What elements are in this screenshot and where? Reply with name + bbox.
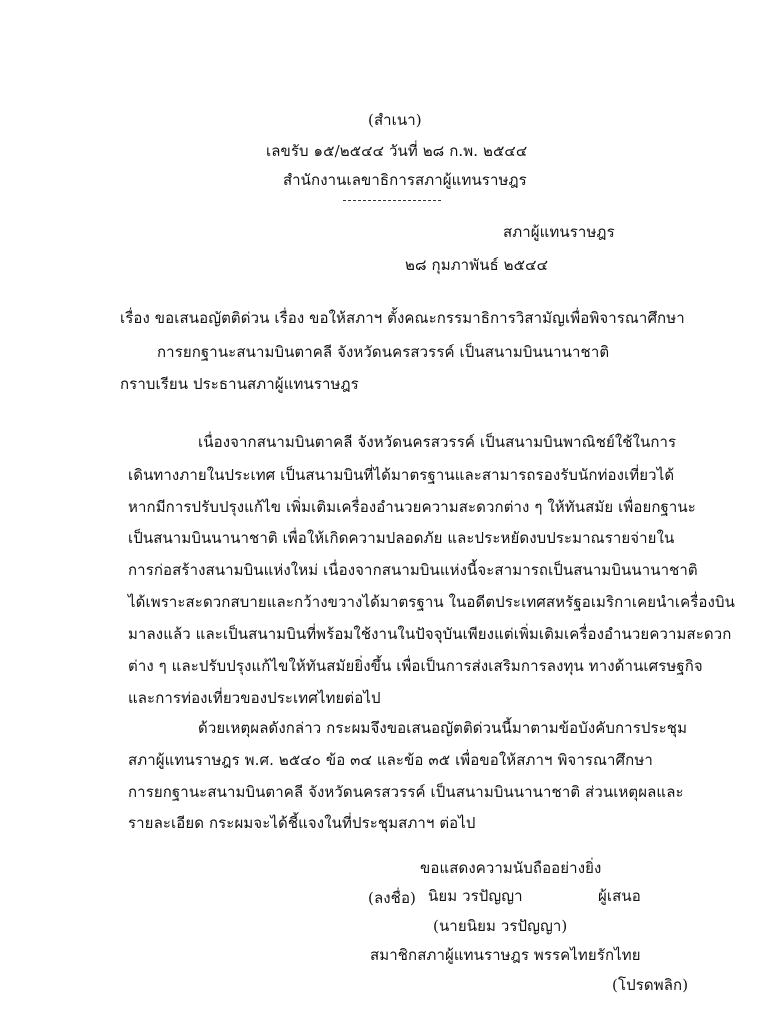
body-p2-line: รายละเอียด กระผมจะได้ชี้แจงในที่ประชุมสภาฯ ต่อไป <box>128 814 476 832</box>
signer-position: สมาชิกสภาผู้แทนราษฎร พรรคไทยรักไทย <box>370 946 641 964</box>
receipt-line: เลขรับ ๑๕/๒๕๔๔ วันที่ ๒๘ ก.พ. ๒๕๔๔ <box>266 142 528 160</box>
body-p2-line: ด้วยเหตุผลดังกล่าว กระผมจึงขอเสนอญัตติด่วนนี้มาตามข้อบังคับการประชุม <box>198 719 688 737</box>
body-p1-line: เนื่องจากสนามบินตาคลี จังหวัดนครสวรรค์ เป็นสนามบินพาณิชย์ใช้ในการ <box>198 433 677 451</box>
subject-line-2: การยกฐานะสนามบินตาคลี จังหวัดนครสวรรค์ เป็นสนามบินนานาชาติ <box>157 343 610 361</box>
body-p1-line: หากมีการปรับปรุงแก้ไข เพิ่มเติมเครื่องอำนวยความสะดวกต่าง ๆ ให้ทันสมัย เพื่อยกฐานะ <box>128 498 696 516</box>
turn-over-note: (โปรดพลิก) <box>612 976 689 994</box>
signer-name: นิยม วรปัญญา <box>428 887 523 905</box>
body-p1-line: การก่อสร้างสนามบินแห่งใหม่ เนื่องจากสนามบินแห่งนี้จะสามารถเป็นสนามบินนานาชาติ <box>128 561 698 579</box>
office-name: สำนักงานเลขาธิการสภาผู้แทนราษฎร <box>283 171 527 189</box>
header-divider <box>343 200 441 201</box>
body-p2-line: สภาผู้แทนราษฎร พ.ศ. ๒๕๔๐ ข้อ ๓๔ และข้อ ๓๕ เพื่อขอให้สภาฯ พิจารณาศึกษา <box>128 751 653 769</box>
salutation: กราบเรียน ประธานสภาผู้แทนราษฎร <box>120 375 359 393</box>
subject-line-1: เรื่อง ขอเสนอญัตติด่วน เรื่อง ขอให้สภาฯ ตั้งคณะกรรมาธิการวิสามัญเพื่อพิจารณาศึกษา <box>120 309 685 327</box>
sender-date: ๒๘ กุมภาพันธ์ ๒๕๔๔ <box>405 256 549 274</box>
body-p1-line: ได้เพราะสะดวกสบายและกว้างขวางได้มาตรฐาน ในอดีตประเทศสหรัฐอเมริกาเคยนำเครื่องบิน <box>128 593 735 611</box>
closing-respect: ขอแสดงความนับถืออย่างยิ่ง <box>420 859 602 877</box>
sender-org: สภาผู้แทนราษฎร <box>503 223 615 241</box>
body-p1-line: ต่าง ๆ และปรับปรุงแก้ไขให้ทันสมัยยิ่งขึ้น เพื่อเป็นการส่งเสริมการลงทุน ทางด้านเศรษฐกิจ <box>128 657 703 675</box>
body-p1-line: เป็นสนามบินนานาชาติ เพื่อให้เกิดความปลอดภัย และประหยัดงบประมาณรายจ่ายใน <box>128 529 675 547</box>
body-p1-line: มาลงแล้ว และเป็นสนามบินที่พร้อมใช้งานในปัจจุบันเพียงแต่เพิ่มเติมเครื่องอำนวยความสะดวก <box>128 625 732 643</box>
sign-label: (ลงชื่อ) <box>368 889 417 907</box>
signer-role: ผู้เสนอ <box>598 887 641 905</box>
body-p1-line: เดินทางภายในประเทศ เป็นสนามบินที่ได้มาตรฐานและสามารถรองรับนักท่องเที่ยวได้ <box>128 466 675 484</box>
copy-mark: (สำเนา) <box>368 111 422 129</box>
body-p2-line: การยกฐานะสนามบินตาคลี จังหวัดนครสวรรค์ เป็นสนามบินนานาชาติ ส่วนเหตุผลและ <box>128 783 684 801</box>
signer-full-name: (นายนิยม วรปัญญา) <box>433 917 568 935</box>
body-p1-line: และการท่องเที่ยวของประเทศไทยต่อไป <box>128 689 381 707</box>
